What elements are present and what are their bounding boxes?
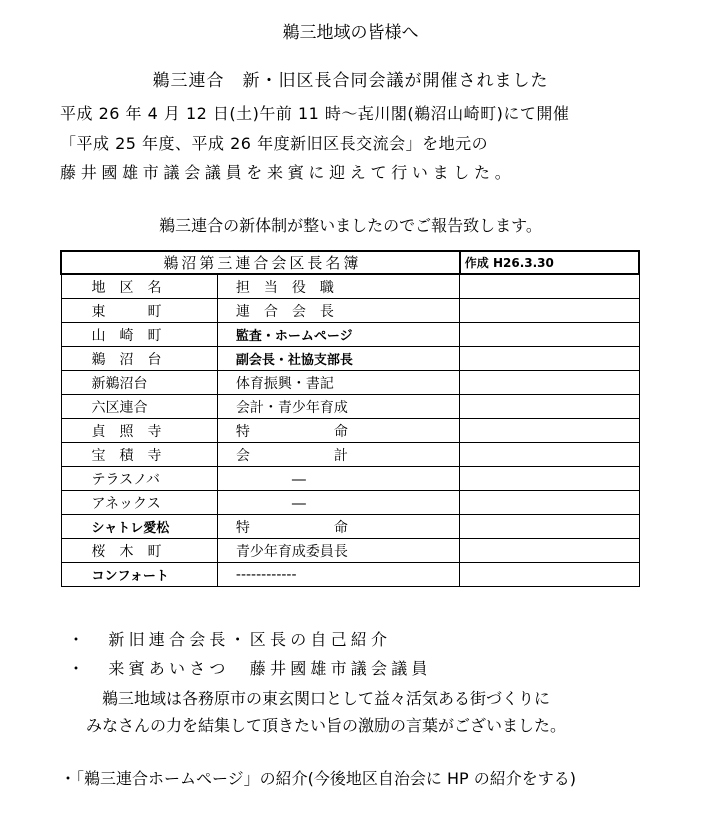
table-row (61, 347, 639, 371)
table-row (61, 539, 639, 563)
role-name: 会 計 (217, 443, 459, 467)
role-name: 特 命 (217, 419, 459, 443)
district-name: 宝 積 寺 (61, 443, 217, 467)
district-name: 貞 照 寺 (61, 419, 217, 443)
notes-cell (460, 419, 639, 443)
roster-table (60, 250, 640, 587)
intro-line-1: 平成 26 年 4 月 12 日(土)午前 11 時～㐂川閣(鵜沼山崎町)にて開催 (60, 104, 570, 123)
table-row (61, 491, 639, 515)
district-name: コンフォート (61, 563, 217, 587)
table-row (61, 563, 639, 587)
district-column-header: 地 区 名 (61, 274, 217, 299)
notes-cell (460, 563, 639, 587)
district-name: 新鵜沼台 (61, 371, 217, 395)
roster-caption: 鵜沼第三連合会区長名簿 (61, 251, 460, 274)
notes-cell (460, 395, 639, 419)
table-row (61, 371, 639, 395)
roster-caption-row (61, 251, 639, 274)
intro-line-2: 「平成 25 年度、平成 26 年度新旧区長交流会」を地元の (60, 134, 489, 153)
table-row (61, 443, 639, 467)
notes-cell (460, 323, 639, 347)
role-name: 連 合 会 長 (217, 299, 459, 323)
role-name: 監査・ホームページ (217, 323, 459, 347)
table-row (61, 299, 639, 323)
role-name: 体育振興・書記 (217, 371, 459, 395)
roster-created-date: 作成 H26.3.30 (460, 251, 639, 274)
role-name: 特 命 (217, 515, 459, 539)
role-column-header: 担 当 役 職 (217, 274, 459, 299)
table-row (61, 323, 639, 347)
district-name: 桜 木 町 (61, 539, 217, 563)
page-title: 鵜三地域の皆様へ (282, 23, 419, 43)
district-name: 六区連合 (61, 395, 217, 419)
district-name: 鵜 沼 台 (61, 347, 217, 371)
table-row (61, 467, 639, 491)
district-name: シャトレ愛松 (61, 515, 217, 539)
notes-cell (460, 299, 639, 323)
role-name: ― (217, 491, 459, 515)
role-name: 会計・青少年育成 (217, 395, 459, 419)
greeting-text-line-2: みなさんの力を結集して頂きたい旨の激励の言葉がございました。 (86, 716, 567, 735)
district-name: アネックス (61, 491, 217, 515)
notes-cell (460, 274, 639, 299)
table-row (61, 419, 639, 443)
district-name: 東 町 (61, 299, 217, 323)
table-row (61, 395, 639, 419)
notes-cell (460, 515, 639, 539)
role-name: ― (217, 467, 459, 491)
notes-cell (460, 491, 639, 515)
report-line: 鵜三連合の新体制が整いましたのでご報告致します。 (159, 216, 542, 235)
notes-cell (460, 371, 639, 395)
intro-line-3: 藤井國雄市議会議員を来賓に迎えて行いました。 (60, 163, 516, 182)
table-row (61, 515, 639, 539)
meeting-heading: 鵜三連合 新・旧区長合同会議が開催されました (152, 71, 549, 91)
notes-cell (460, 467, 639, 491)
notes-cell (460, 539, 639, 563)
notes-cell (460, 347, 639, 371)
role-name: 青少年育成委員長 (217, 539, 459, 563)
greeting-text-line-1: 鵜三地域は各務原市の東玄関口として益々活気ある街づくりに (102, 689, 551, 708)
bullet-guest-greeting: ・ 来賓あいさつ 藤井國雄市議会議員 (68, 659, 432, 678)
roster-header-row (61, 274, 639, 299)
district-name: テラスノバ (61, 467, 217, 491)
role-name: ------------ (217, 563, 459, 587)
notes-cell (460, 443, 639, 467)
role-name: 副会長・社協支部長 (217, 347, 459, 371)
bullet-homepage-intro: ・「鵜三連合ホームページ」の紹介(今後地区自治会に HP の紹介をする) (60, 769, 577, 788)
district-name: 山 崎 町 (61, 323, 217, 347)
bullet-self-introduction: ・ 新旧連合会長・区長の自己紹介 (68, 630, 392, 649)
